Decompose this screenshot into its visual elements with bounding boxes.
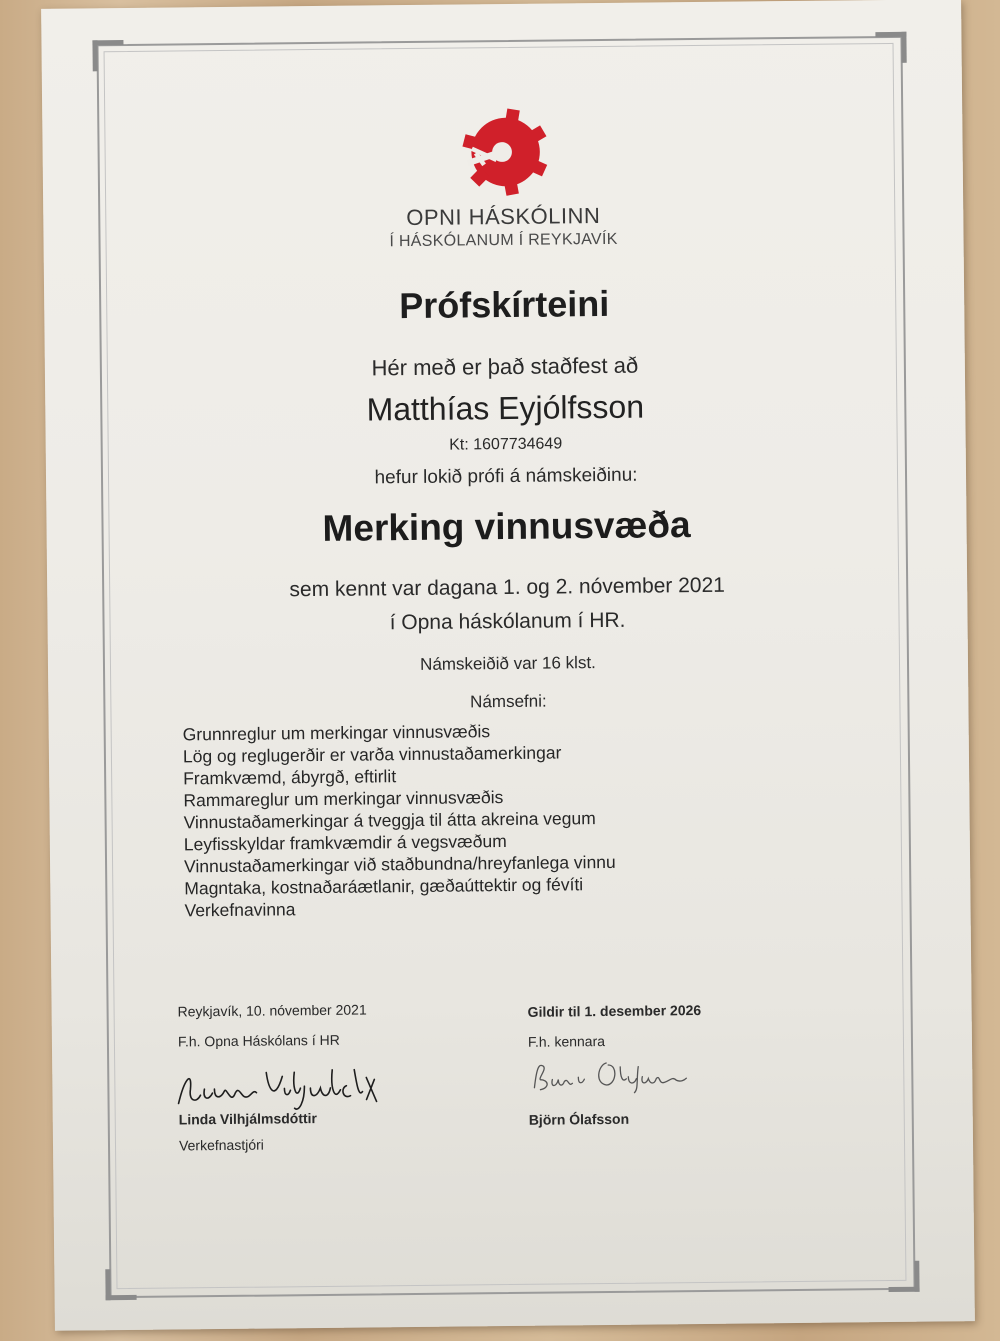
taught-dates: sem kennt var dagana 1. og 2. nóvember 2021 [289, 573, 726, 602]
valid-until: Gildir til 1. desember 2026 [527, 1001, 702, 1020]
list-item: Leyfisskyldar framkvæmdir á vegsvæðum [183, 831, 507, 855]
org-name: OPNI HÁSKÓLINN [406, 203, 601, 231]
corner-ornament [875, 32, 906, 63]
signature-bjorn [524, 1052, 704, 1098]
corner-ornament [888, 1261, 919, 1292]
list-item: Verkefnavinna [184, 899, 296, 921]
course-location: í Opna háskólanum í HR. [389, 608, 626, 635]
recipient-name: Matthías Eyjólfsson [366, 388, 645, 428]
on-behalf-teacher: F.h. kennara [527, 1033, 606, 1050]
signer-name-right: Björn Ólafsson [528, 1110, 630, 1128]
place-date: Reykjavík, 10. nóvember 2021 [177, 1001, 367, 1020]
signer-role-left: Verkefnastjóri [178, 1136, 264, 1154]
org-subtitle: Í HÁSKÓLANUM Í REYKJAVÍK [389, 230, 618, 251]
certificate-paper [41, 0, 975, 1331]
finished-text: hefur lokið prófi á námskeiðinu: [374, 464, 638, 489]
list-item: Rammareglur um merkingar vinnusvæðis [183, 787, 504, 811]
signer-name-left: Linda Vilhjálmsdóttir [178, 1110, 318, 1128]
certificate-title: Prófskírteini [398, 282, 610, 327]
course-name: Merking vinnusvæða [322, 504, 691, 549]
syllabus-heading: Námsefni: [470, 691, 547, 712]
confirm-text: Hér með er það staðfest að [371, 352, 639, 381]
syllabus-list [183, 719, 617, 922]
list-item: Lög og reglugerðir er varða vinnustaðamerkingar [182, 742, 562, 767]
kennitala: Kt: 1607734649 [449, 435, 563, 454]
cog-wheel-logo-icon [460, 107, 551, 198]
list-item: Vinnustaðamerkingar á tveggja til átta akreina vegum [183, 808, 596, 833]
list-item: Grunnreglur um merkingar vinnusvæðis [182, 721, 491, 745]
signature-linda [170, 1057, 391, 1115]
list-item: Magntaka, kostnaðaráætlanir, gæðaúttektir og févíti [184, 874, 584, 899]
corner-ornament [92, 40, 123, 71]
list-item: Framkvæmd, ábyrgð, eftirlit [183, 766, 397, 789]
corner-ornament [105, 1269, 136, 1300]
list-item: Vinnustaðamerkingar við staðbundna/hreyfanlega vinnu [183, 851, 616, 877]
course-duration: Námskeiðið var 16 klst. [420, 653, 596, 674]
on-behalf-university: F.h. Opna Háskólans í HR [177, 1031, 340, 1050]
